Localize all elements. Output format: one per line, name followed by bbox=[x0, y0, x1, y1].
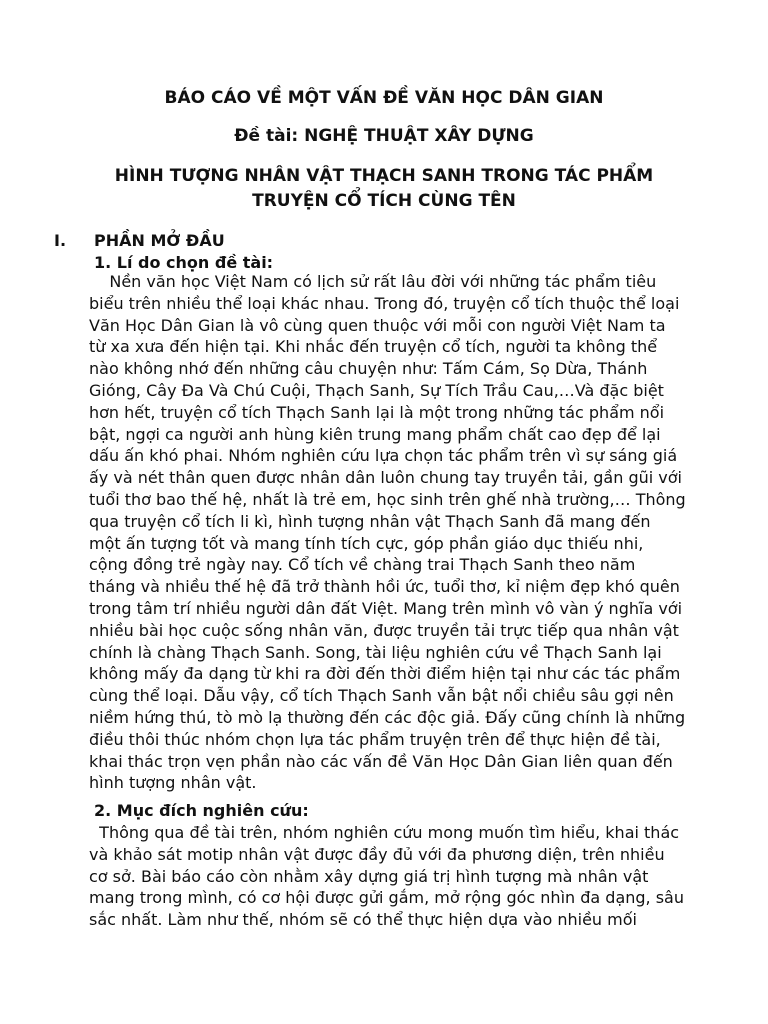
paragraph-reason bbox=[89, 271, 729, 794]
paragraph-line: chính là chàng Thạch Sanh. Song, tài liệu nghiên cứu về Thạch Sanh lại bbox=[89, 642, 662, 662]
paragraph-line: Thông qua đề tài trên, nhóm nghiên cứu mong muốn tìm hiểu, khai thác bbox=[89, 823, 680, 842]
paragraph-line: Nền văn học Việt Nam có lịch sử rất lâu đời với những tác phẩm tiêu bbox=[89, 272, 657, 291]
report-title: BÁO CÁO VỀ MỘT VẤN ĐỀ VĂN HỌC DÂN GIAN bbox=[164, 88, 604, 108]
paragraph-line: cùng thể loại. Dẫu vậy, cổ tích Thạch Sanh vẫn bật nổi chiều sâu gợi nên bbox=[89, 686, 674, 706]
paragraph-line: cơ sở. Bài báo cáo còn nhằm xây dựng giá trị hình tượng mà nhân vật bbox=[89, 866, 649, 886]
subsection-heading-reason: 1. Lí do chọn đề tài: bbox=[94, 253, 274, 272]
paragraph-line: và khảo sát motip nhân vật được đầy đủ với đa phương diện, trên nhiều bbox=[89, 844, 665, 864]
paragraph-line: Văn Học Dân Gian là vô cùng quen thuộc với mỗi con người Việt Nam ta bbox=[89, 315, 666, 335]
paragraph-line: nhiều bài học cuộc sống nhân văn, được truyền tải trực tiếp qua nhân vật bbox=[89, 620, 679, 640]
paragraph-line: trong tâm trí nhiều người dân đất Việt. Mang trên mình vô vàn ý nghĩa với bbox=[89, 598, 683, 618]
topic-title: Đề tài: NGHỆ THUẬT XÂY DỰNG bbox=[234, 126, 534, 146]
section-heading: PHẦN MỞ ĐẦU bbox=[94, 231, 225, 250]
paragraph-line: hơn hết, truyện cổ tích Thạch Sanh lại là một trong những tác phẩm nổi bbox=[89, 402, 665, 422]
paragraph-line: không mấy đa dạng từ khi ra đời đến thời điểm hiện tại như các tác phẩm bbox=[89, 664, 681, 684]
paragraph-line: tháng và nhiều thế hệ đã trở thành hồi ức, tuổi thơ, kỉ niệm đẹp khó quên bbox=[89, 577, 680, 597]
paragraph-line: nào không nhớ đến những câu chuyện như: Tấm Cám, Sọ Dừa, Thánh bbox=[89, 359, 648, 379]
subsection-heading-purpose: 2. Mục đích nghiên cứu: bbox=[94, 801, 309, 820]
paragraph-line: qua truyện cổ tích li kì, hình tượng nhân vật Thạch Sanh đã mang đến bbox=[89, 511, 651, 531]
topic-subtitle-line-1: HÌNH TƯỢNG NHÂN VẬT THẠCH SANH TRONG TÁC PHẨM bbox=[114, 166, 654, 186]
paragraph-line: mang trong mình, có cơ hội được gửi gắm, mở rộng góc nhìn đa dạng, sâu bbox=[89, 888, 684, 908]
topic-subtitle-line-2: TRUYỆN CỔ TÍCH CÙNG TÊN bbox=[252, 191, 516, 211]
paragraph-line: từ xa xưa đến hiện tại. Khi nhắc đến truyện cổ tích, người ta không thể bbox=[89, 337, 658, 357]
paragraph-line: ấy và nét thân quen được nhân dân luôn chung tay truyền tải, gần gũi với bbox=[89, 468, 682, 488]
paragraph-line: một ấn tượng tốt và mang tính tích cực, góp phần giáo dục thiếu nhi, bbox=[89, 533, 644, 553]
paragraph-line: niềm hứng thú, tò mò lạ thường đến các độc giả. Đấy cũng chính là những bbox=[89, 707, 686, 727]
paragraph-purpose bbox=[89, 822, 729, 931]
paragraph-line: tuổi thơ bao thế hệ, nhất là trẻ em, học sinh trên ghế nhà trường,… Thông bbox=[89, 489, 686, 509]
paragraph-line: Gióng, Cây Đa Và Chú Cuội, Thạch Sanh, Sự Tích Trầu Cau,…Và đặc biệt bbox=[89, 380, 664, 400]
paragraph-line: dấu ấn khó phai. Nhóm nghiên cứu lựa chọn tác phẩm trên vì sự sáng giá bbox=[89, 446, 678, 466]
paragraph-line: cộng đồng trẻ ngày nay. Cổ tích về chàng trai Thạch Sanh theo năm bbox=[89, 555, 636, 575]
paragraph-line: khai thác trọn vẹn phần nào các vấn đề Văn Học Dân Gian liên quan đến bbox=[89, 751, 673, 771]
paragraph-line: sắc nhất. Làm như thế, nhóm sẽ có thể thực hiện dựa vào nhiều mối bbox=[89, 910, 637, 930]
paragraph-line: hình tượng nhân vật. bbox=[89, 773, 257, 793]
paragraph-line: bật, ngợi ca người anh hùng kiên trung mang phẩm chất cao đẹp để lại bbox=[89, 424, 661, 444]
paragraph-line: điều thôi thúc nhóm chọn lựa tác phẩm truyện trên để thực hiện đề tài, bbox=[89, 729, 661, 749]
section-numeral: I. bbox=[54, 231, 67, 250]
paragraph-line: biểu trên nhiều thể loại khác nhau. Trong đó, truyện cổ tích thuộc thể loại bbox=[89, 293, 680, 313]
